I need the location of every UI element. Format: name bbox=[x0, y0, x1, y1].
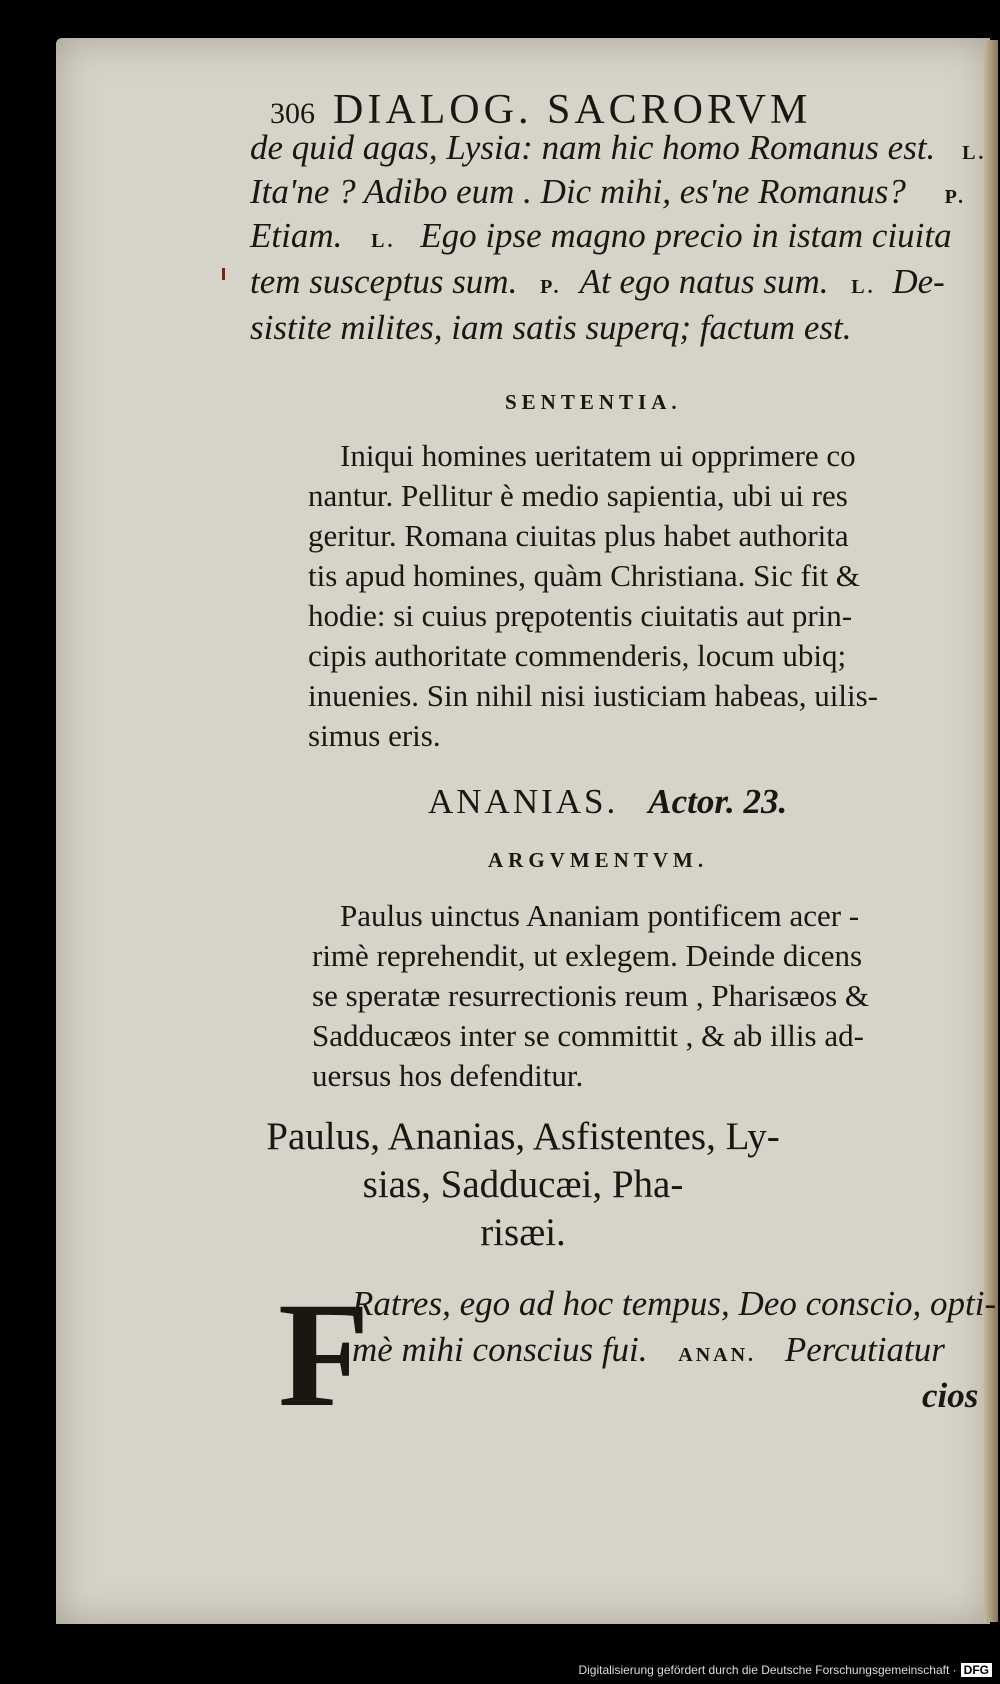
credit-text: Digitalisierung gefördert durch die Deutsche Forschungsgemeinschaft · bbox=[578, 1663, 957, 1677]
dialogue-text: de quid agas, Lysia: nam hic homo Romanus est. bbox=[250, 128, 936, 167]
dialogue-line bbox=[250, 128, 986, 168]
body-line: cipis authoritate commenderis, locum ubiq; bbox=[308, 638, 847, 673]
body-line: rimè reprehendit, ut exlegem. Deinde dicens bbox=[312, 938, 863, 973]
body-line: Sadducæos inter se committit , & ab illis ad- bbox=[312, 1018, 864, 1053]
running-title: DIALOG. SACRORVM bbox=[333, 87, 812, 133]
persons-line: risæi. bbox=[480, 1211, 566, 1254]
body-line: tis apud homines, quàm Christiana. Sic fit & bbox=[308, 558, 860, 593]
ink-spot bbox=[222, 268, 225, 280]
body-line: hodie: si cuius prępotentis ciuitatis aut prin- bbox=[308, 598, 853, 633]
dialogue-line bbox=[250, 216, 952, 256]
speaker-mark: L. bbox=[371, 230, 396, 252]
dialogue-text: Percutiatur bbox=[784, 1330, 945, 1369]
body-line: uersus hos defenditur. bbox=[312, 1058, 584, 1093]
digitization-credit bbox=[578, 1663, 992, 1677]
persons-line: sias, Sadducæi, Pha- bbox=[362, 1163, 684, 1206]
dialogue-line bbox=[250, 308, 851, 348]
body-line: Iniqui homines ueritatem ui opprimere co bbox=[340, 438, 856, 473]
speaker-mark: P. bbox=[540, 276, 562, 298]
dfg-logo: DFG bbox=[961, 1663, 992, 1677]
dialogue-text: Ita'ne ? Adibo eum . Dic mihi, es'ne Romanus? bbox=[250, 172, 906, 211]
speaker-mark: L. bbox=[962, 142, 987, 164]
section-heading: SENTENTIA. bbox=[505, 390, 682, 414]
drop-cap: F bbox=[278, 1272, 370, 1438]
scripture-reference: Actor. 23. bbox=[648, 782, 788, 821]
body-line: inuenies. Sin nihil nisi iusticiam habeas, uilis- bbox=[308, 678, 879, 713]
dialogue-text: De- bbox=[892, 262, 945, 301]
running-header bbox=[270, 86, 811, 134]
body-line: se speratæ resurrectionis reum , Pharisæos & bbox=[312, 978, 870, 1013]
catchword: cios bbox=[922, 1376, 979, 1415]
speaker-mark: ANAN. bbox=[678, 1344, 757, 1366]
page-edge bbox=[984, 40, 998, 1622]
dialogue-text: Ego ipse magno precio in istam ciuita bbox=[420, 216, 952, 255]
dialogue-text: mè mihi conscius fui. bbox=[352, 1330, 648, 1369]
dialogue-line bbox=[250, 262, 945, 302]
persons-line: Paulus, Ananias, Asfistentes, Ly- bbox=[266, 1115, 780, 1158]
section-heading: ARGVMENTVM. bbox=[488, 848, 709, 872]
page-number: 306 bbox=[270, 97, 315, 130]
body-line: Paulus uinctus Ananiam pontificem acer - bbox=[340, 898, 860, 933]
section-title bbox=[428, 782, 787, 822]
dialogue-line bbox=[352, 1330, 945, 1370]
speaker-mark: P. bbox=[944, 186, 967, 208]
dialogue-text: Etiam. bbox=[250, 216, 343, 255]
dialogue-line: Ratres, ego ad hoc tempus, Deo conscio, opti- bbox=[352, 1284, 997, 1323]
dialogue-line bbox=[250, 172, 966, 212]
body-line: geritur. Romana ciuitas plus habet authorita bbox=[308, 518, 849, 553]
dialogue-text: sistite milites, iam satis superq; factum est. bbox=[250, 308, 852, 347]
body-line: nantur. Pellitur è medio sapientia, ubi ui res bbox=[308, 478, 848, 513]
dialogue-text: tem susceptus sum. bbox=[250, 262, 518, 301]
dialogue-text: At ego natus sum. bbox=[579, 262, 829, 301]
speaker-mark: L. bbox=[851, 276, 876, 298]
body-line: simus eris. bbox=[308, 718, 441, 753]
section-title-text: ANANIAS. bbox=[428, 782, 619, 821]
